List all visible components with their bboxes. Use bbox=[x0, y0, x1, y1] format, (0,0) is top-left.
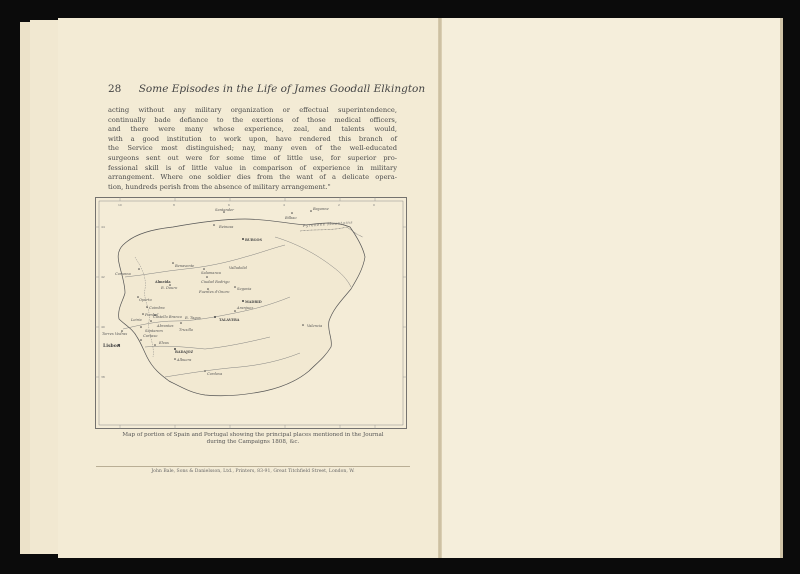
tick-label: 0 bbox=[373, 203, 375, 207]
place-label: Valladolid bbox=[229, 266, 247, 270]
running-title: Some Episodes in the Life of James Goodall Elkington bbox=[138, 83, 426, 95]
printer-imprint: John Bale, Sons & Danielsson, Ltd., Printers, 83-91, Great Titchfield Street, London, W. bbox=[151, 469, 355, 474]
place-label: Lisbon bbox=[103, 344, 121, 349]
tick-label: 40 bbox=[101, 325, 105, 329]
place-label: R. Tagus bbox=[185, 316, 201, 320]
place-label: Oporto bbox=[139, 298, 152, 302]
place-label: Coimbra bbox=[149, 306, 165, 310]
place-label: Salamanca bbox=[201, 271, 221, 275]
right-page-blank bbox=[442, 18, 783, 558]
place-label: Almeida bbox=[155, 280, 171, 284]
map-label: Pyrenees Mountains bbox=[302, 219, 354, 228]
tick-label: 4 bbox=[283, 203, 285, 207]
place-label: Valencia bbox=[307, 324, 323, 328]
tick-label: 44 bbox=[101, 225, 105, 229]
place-label: Corunna bbox=[115, 272, 131, 276]
tick-label: 2 bbox=[338, 203, 340, 207]
place-label: Ciudad Rodrigo bbox=[201, 280, 230, 284]
map-caption: Map of portion of Spain and Portugal showing the principal places mentioned in the Journal during the Campaigns 1808, &c. bbox=[122, 432, 384, 445]
place-label: BADAJOZ bbox=[175, 350, 194, 354]
place-label: Pombal bbox=[145, 313, 159, 317]
text-line: tion, hundreds perish from the absence of military arrangement." bbox=[108, 182, 331, 191]
place-label: Bayonne bbox=[313, 207, 329, 211]
place-label: Albuera bbox=[177, 358, 192, 362]
place-label: Cordova bbox=[207, 372, 223, 376]
place-label: Reinosa bbox=[219, 225, 234, 229]
footer-rule bbox=[96, 466, 410, 467]
text-line: continually bade defiance to the exertions of those medical officers, bbox=[108, 115, 397, 124]
text-line: with a good institution to work upon, have rendered this branch of bbox=[108, 134, 397, 143]
text-line: acting without any military organization or effectual superintendence, bbox=[108, 106, 397, 114]
place-label: Truxillo bbox=[179, 328, 194, 332]
running-header bbox=[108, 83, 426, 95]
place-label: BURGOS bbox=[245, 238, 262, 242]
place-label: Fuentes d'Onoro bbox=[199, 290, 230, 294]
place-label: Torres Vedras bbox=[102, 332, 128, 336]
text-line: and there were many whose experience, zeal, and talents would, bbox=[108, 125, 397, 134]
place-label: Bilbao bbox=[285, 216, 297, 220]
text-line: fessional skill is of little value in comparison of experience in military bbox=[108, 163, 397, 172]
tick-label: 42 bbox=[101, 275, 105, 279]
peninsula-map bbox=[95, 197, 407, 429]
body-paragraph bbox=[108, 106, 397, 192]
place-label: Cartaxo bbox=[143, 334, 158, 338]
place-label: Santarem bbox=[145, 329, 163, 333]
place-label: Abrantes bbox=[157, 324, 174, 328]
place-label: Benavente bbox=[175, 264, 195, 268]
place-label: Santander bbox=[215, 208, 234, 212]
right-page-edge bbox=[780, 18, 783, 558]
text-line: the Service most distinguished; nay, many even of the well-educated bbox=[108, 144, 397, 153]
tick-label: 38 bbox=[101, 375, 105, 379]
tick-label: 10 bbox=[118, 203, 122, 207]
place-label: R. Douro bbox=[161, 286, 178, 290]
place-label: Elvas bbox=[159, 341, 169, 345]
tick-label: 8 bbox=[173, 203, 175, 207]
place-label: Castello Branco bbox=[153, 315, 182, 319]
place-label: Aranjuez bbox=[237, 306, 254, 310]
place-label: Segovia bbox=[237, 287, 252, 291]
place-label: TALAVERA bbox=[219, 318, 240, 322]
place-label: MADRID bbox=[245, 300, 262, 304]
tick-label: 6 bbox=[228, 203, 230, 207]
text-line: surgeons sent out were for some time of little use, for superior pro- bbox=[108, 153, 397, 162]
place-label: Leiria bbox=[131, 318, 142, 322]
page-number: 28 bbox=[108, 83, 122, 95]
text-line: arrangement. Where one soldier dies from the want of a delicate opera- bbox=[108, 173, 397, 182]
